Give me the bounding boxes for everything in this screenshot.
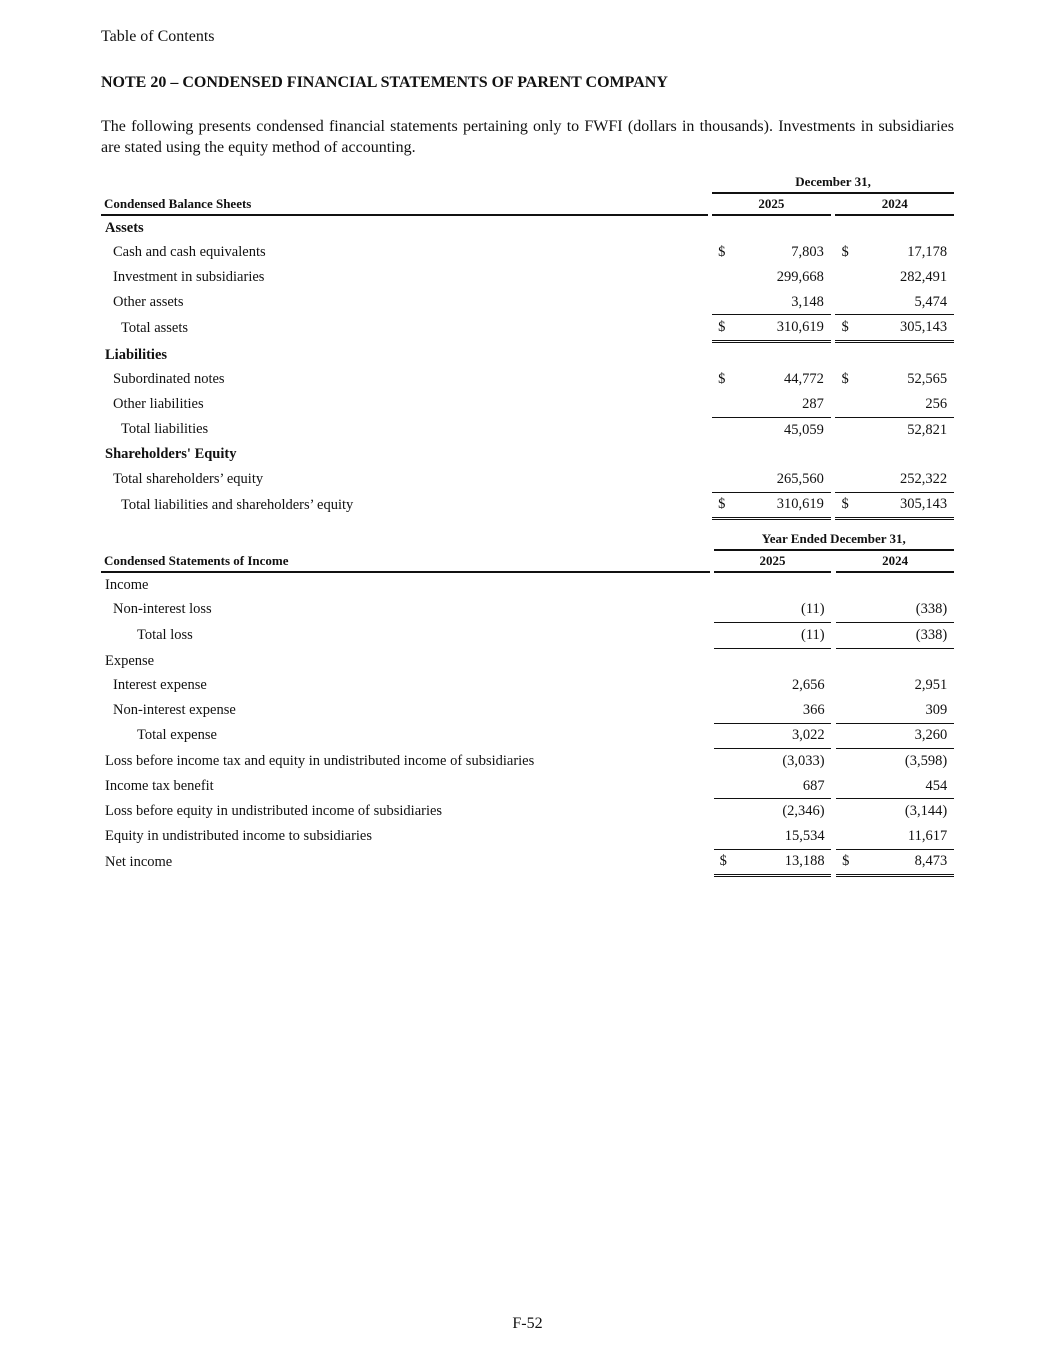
row-label: Total assets [121,320,189,337]
row-label: Cash and cash equivalents [113,244,266,261]
condensed-income-statement-table [101,529,954,877]
value-2025: 687 [802,777,825,794]
value-2024: 305,143 [849,314,947,343]
value-2025: (2,346) [727,798,825,824]
note-title: NOTE 20 – CONDENSED FINANCIAL STATEMENTS OF PARENT COMPANY [101,74,668,91]
table-row [101,442,954,467]
income-period-header: Year Ended December 31, [714,529,954,551]
table-row [101,824,954,849]
table-row [101,698,954,723]
row-label: Loss before income tax and equity in undistributed income of subsidiaries [105,752,535,769]
value-2025: 310,619 [725,314,823,343]
table-row [101,573,954,598]
value-2024: 52,565 [907,371,948,388]
value-2024: 256 [925,395,948,412]
value-2025: 310,619 [725,492,823,521]
income-statement-title: Condensed Statements of Income [101,551,710,573]
value-2025: 45,059 [725,417,823,443]
condensed-balance-sheet-table [101,172,954,520]
value-2024: (3,598) [904,752,948,769]
section-assets: Assets [105,219,144,236]
section-shareholders-equity: Shareholders' Equity [105,446,237,463]
balance-period-header: December 31, [712,172,954,194]
row-label: Subordinated notes [113,371,225,388]
value-2024: 52,821 [849,417,947,443]
table-row [101,622,954,649]
value-2025: 15,534 [784,827,825,844]
currency-symbol: $ [712,492,725,521]
value-2025: (11) [801,601,825,618]
value-2025: 287 [802,395,824,412]
section-expense: Expense [105,652,155,669]
income-year-2024: 2024 [836,551,954,573]
row-label: Investment in subsidiaries [113,268,265,285]
row-label: Non-interest loss [113,601,212,618]
value-2025: 7,803 [791,244,824,261]
value-2024: 454 [925,777,948,794]
balance-sheet-title: Condensed Balance Sheets [101,194,708,216]
value-2025: 13,188 [727,849,825,878]
value-2025: 3,022 [727,723,825,750]
table-row [101,798,954,824]
value-2025: 2,656 [792,677,825,694]
value-2024: 3,260 [849,723,947,750]
table-row [101,467,954,492]
currency-symbol: $ [836,849,849,878]
table-row [101,343,954,368]
currency-symbol: $ [718,371,726,388]
row-label: Total expense [137,727,217,744]
row-label: Total shareholders’ equity [113,470,264,487]
value-2024: 305,143 [849,492,947,521]
table-row [101,417,954,443]
value-2025: (11) [727,622,825,649]
value-2024: 309 [925,701,948,718]
income-year-2025: 2025 [714,551,832,573]
value-2024: 2,951 [914,677,948,694]
page-number: F-52 [512,1315,543,1332]
table-row [101,290,954,315]
value-2025: 44,772 [783,371,824,388]
value-2024: 17,178 [907,244,948,261]
row-label: Loss before equity in undistributed income of subsidiaries [105,802,443,819]
currency-symbol: $ [835,492,848,521]
value-2024: 282,491 [900,268,948,285]
value-2025: (3,033) [782,752,825,769]
value-2024: 5,474 [914,293,948,310]
value-2024: (338) [915,601,948,618]
row-label: Non-interest expense [113,701,236,718]
value-2024: (3,144) [849,798,947,824]
value-2025: 299,668 [776,268,824,285]
value-2025: 3,148 [791,293,824,310]
section-income: Income [105,576,149,593]
row-label: Other assets [113,293,184,310]
value-2024: 8,473 [849,849,947,878]
value-2025: 265,560 [776,470,824,487]
table-row [101,392,954,417]
table-row [101,368,954,393]
currency-symbol: $ [841,371,849,388]
table-row [101,723,954,750]
currency-symbol: $ [712,314,725,343]
row-label: Other liabilities [113,395,204,412]
value-2025: 366 [802,701,825,718]
table-row [101,774,954,799]
section-liabilities: Liabilities [105,346,168,363]
value-2024: (338) [849,622,947,649]
table-row [101,241,954,266]
balance-year-2024: 2024 [835,194,954,216]
row-label: Total liabilities [121,421,209,438]
table-row [101,749,954,774]
table-row [101,673,954,698]
row-label: Total loss [137,626,193,643]
value-2024: 11,617 [907,827,948,844]
currency-symbol: $ [835,314,848,343]
balance-year-2025: 2025 [712,194,830,216]
row-label: Interest expense [113,677,207,694]
value-2024: 252,322 [900,470,948,487]
table-of-contents-link[interactable]: Table of Contents [101,28,215,45]
currency-symbol: $ [714,849,727,878]
row-label: Equity in undistributed income to subsidiaries [105,827,373,844]
row-label: Total liabilities and shareholders’ equity [121,497,354,514]
table-row [101,492,954,521]
table-row [101,314,954,343]
table-row [101,216,954,241]
row-label: Income tax benefit [105,777,214,794]
currency-symbol: $ [718,244,726,261]
table-row [101,849,954,878]
row-label: Net income [105,854,173,871]
table-row [101,649,954,674]
intro-paragraph: The following presents condensed financial statements pertaining only to FWFI (dollars in thousands). Investments in subsidiaries are stated using the equity method of accounting. [101,118,954,156]
table-row [101,598,954,623]
table-row [101,265,954,290]
currency-symbol: $ [841,244,849,261]
